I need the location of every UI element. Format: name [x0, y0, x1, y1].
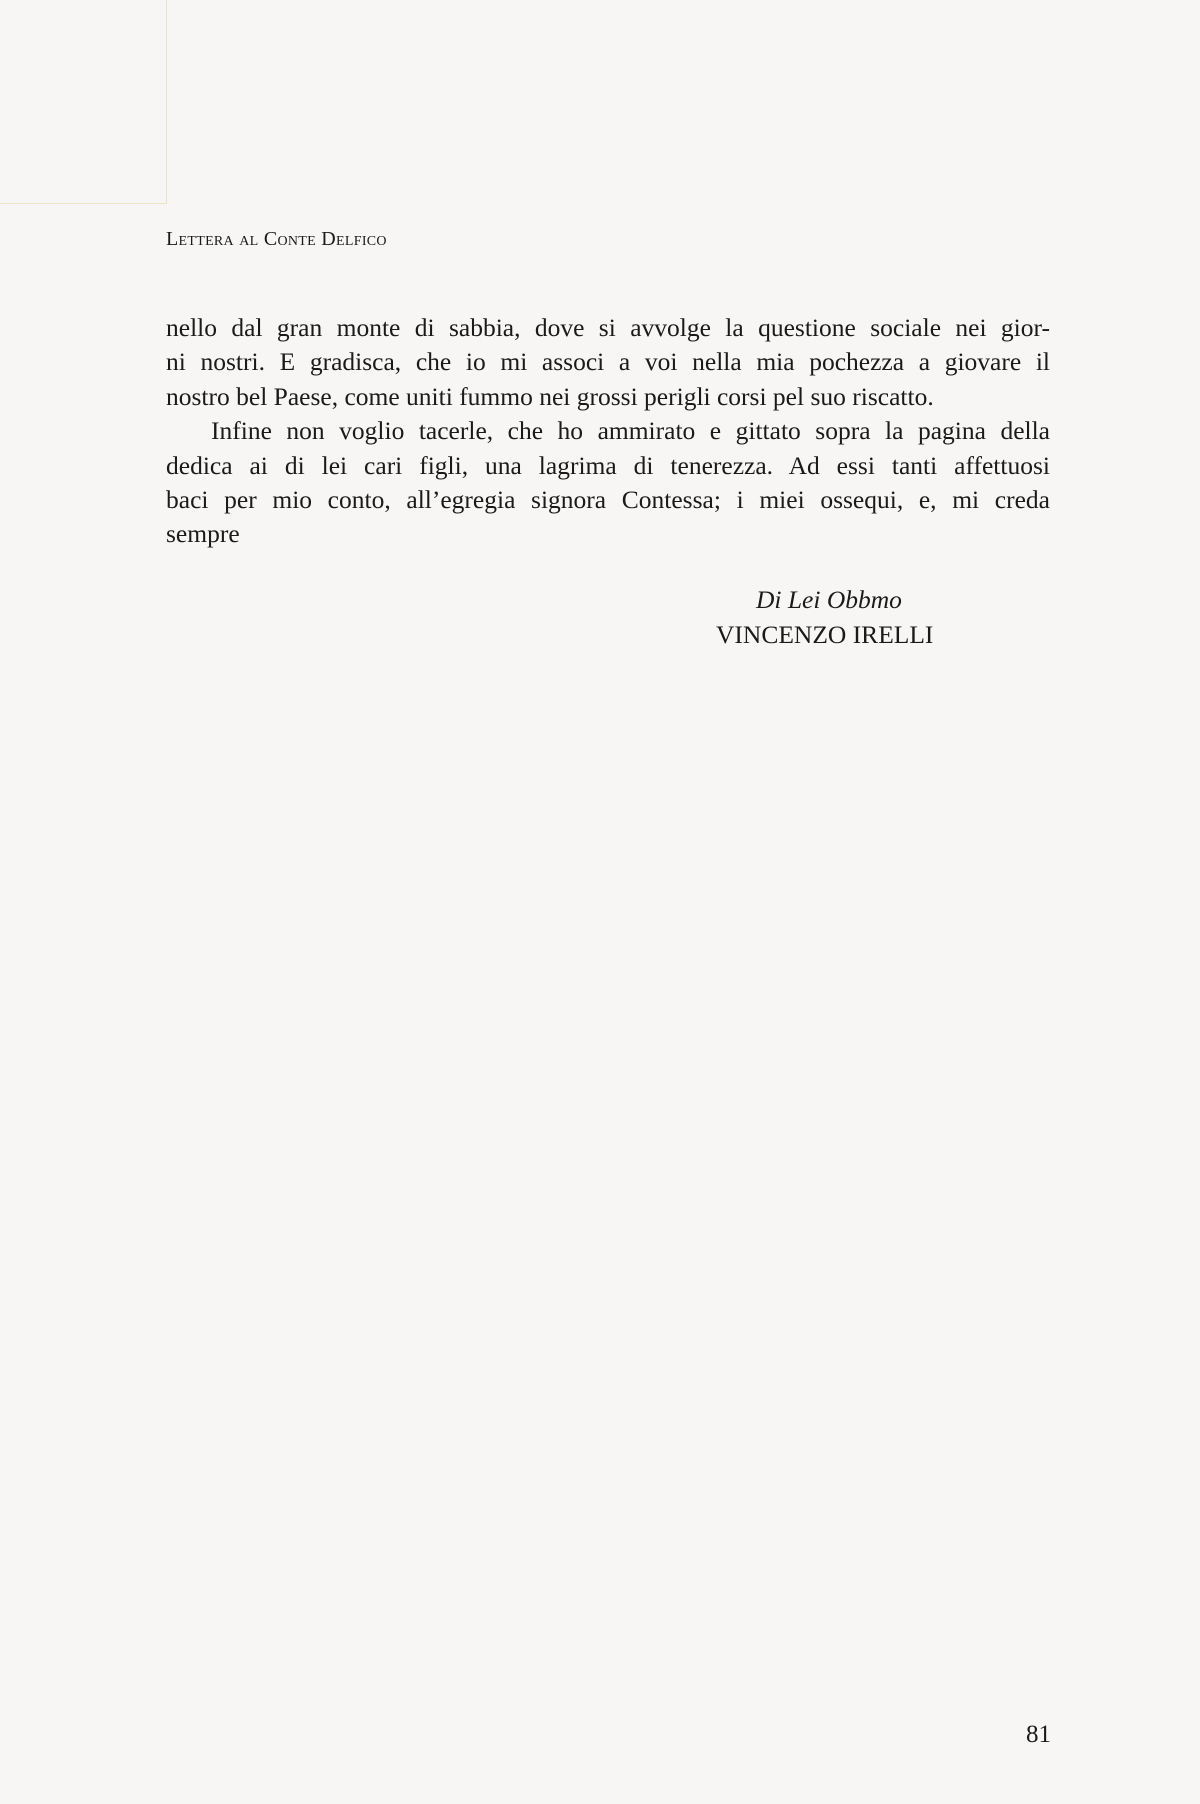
letter-body	[166, 311, 1050, 552]
text-line: nello dal gran monte di sabbia, dove si avvolge la questione sociale nei gior-	[166, 313, 1050, 342]
closing-salutation: Di Lei Obbmo	[756, 585, 902, 614]
paragraph-1	[166, 311, 1050, 414]
signature: VINCENZO IRELLI	[716, 620, 934, 649]
paragraph-2	[166, 414, 1050, 552]
text-line: Infine non voglio tacerle, che ho ammirato e gittato sopra la pagina della	[211, 416, 1050, 446]
text-line: baci per mio conto, all’egregia signora Contessa; i miei ossequi, e, mi creda	[166, 485, 1050, 515]
text-line: ni nostri. E gradisca, che io mi associ a voi nella mia pochezza a giovare il	[166, 347, 1050, 377]
text-line: sempre	[166, 519, 240, 549]
running-head: Lettera al Conte Delfico	[166, 228, 387, 250]
page-number: 81	[1026, 1721, 1051, 1748]
text-line: nostro bel Paese, come uniti fummo nei grossi perigli corsi pel suo riscatto.	[166, 381, 934, 411]
scan-corner-mark	[0, 0, 167, 204]
text-line: dedica ai di lei cari figli, una lagrima di tenerezza. Ad essi tanti affettuosi	[166, 450, 1050, 480]
